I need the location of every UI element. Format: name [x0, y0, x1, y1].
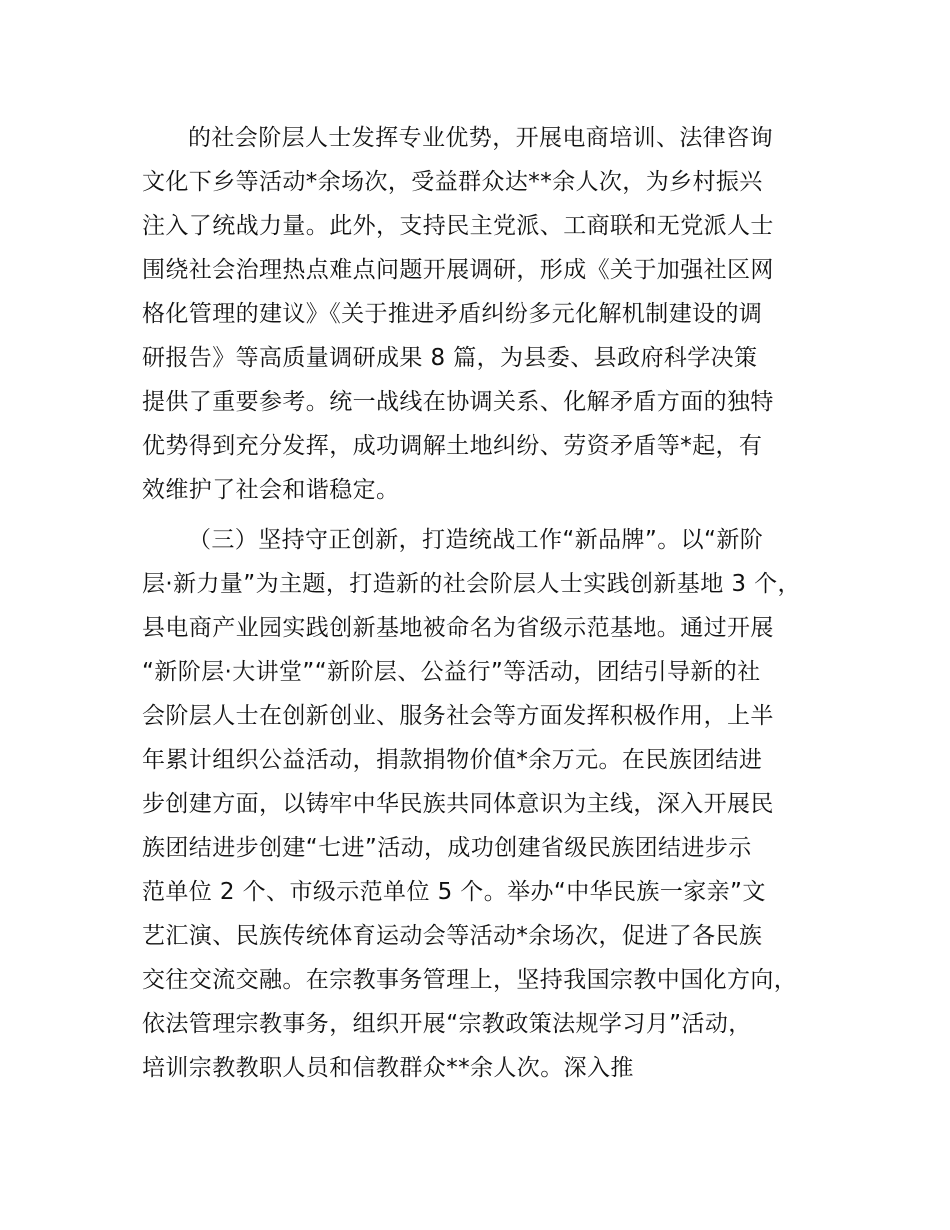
text-line: 层·新力量”为主题，打造新的社会阶层人士实践创新基地 3 个，: [142, 571, 801, 597]
text-line: 提供了重要参考。统一战线在协调关系、化解矛盾方面的独特: [142, 389, 774, 415]
text-line: 效维护了社会和谐稳定。: [142, 477, 400, 503]
text-line: “新阶层·大讲堂”“新阶层、公益行”等活动，团结引导新的社: [142, 659, 761, 685]
text-line: 交往交流交融。在宗教事务管理上，坚持我国宗教中国化方向，: [142, 967, 798, 993]
text-line: 族团结进步创建“七进”活动，成功创建省级民族团结进步示: [142, 835, 752, 861]
text-line: 文化下乡等活动*余场次，受益群众达**余人次，为乡村振兴: [142, 169, 763, 195]
text-line: 范单位 2 个、市级示范单位 5 个。举办“中华民族一家亲”文: [142, 879, 766, 905]
text-line: 格化管理的建议》《关于推进矛盾纠纷多元化解机制建设的调: [142, 301, 763, 327]
text-line: 依法管理宗教事务，组织开展“宗教政策法规学习月”活动，: [142, 1011, 752, 1037]
text-line: 培训宗教教职人员和信教群众**余人次。深入推: [142, 1055, 634, 1081]
text-line: 县电商产业园实践创新基地被命名为省级示范基地。通过开展: [142, 615, 774, 641]
text-line: 围绕社会治理热点难点问题开展调研，形成《关于加强社区网: [142, 257, 774, 283]
text-line: 步创建方面，以铸牢中华民族共同体意识为主线，深入开展民: [142, 791, 774, 817]
text-line: 优势得到充分发挥，成功调解土地纠纷、劳资矛盾等*起，有: [142, 433, 763, 459]
text-line: 会阶层人士在创新创业、服务社会等方面发挥积极作用，上半: [142, 703, 774, 729]
text-line: 艺汇演、民族传统体育运动会等活动*余场次，促进了各民族: [142, 923, 763, 949]
text-line: 年累计组织公益活动，捐款捐物价值*余万元。在民族团结进: [142, 747, 763, 773]
section-heading-line: （三）坚持守正创新，打造统战工作“新品牌”。以“新阶: [188, 527, 764, 553]
text-line: 研报告》等高质量调研成果 8 篇，为县委、县政府科学决策: [142, 345, 758, 371]
text-line: 的社会阶层人士发挥专业优势，开展电商培训、法律咨询: [188, 125, 773, 151]
text-line: 注入了统战力量。此外，支持民主党派、工商联和无党派人士: [142, 213, 774, 239]
